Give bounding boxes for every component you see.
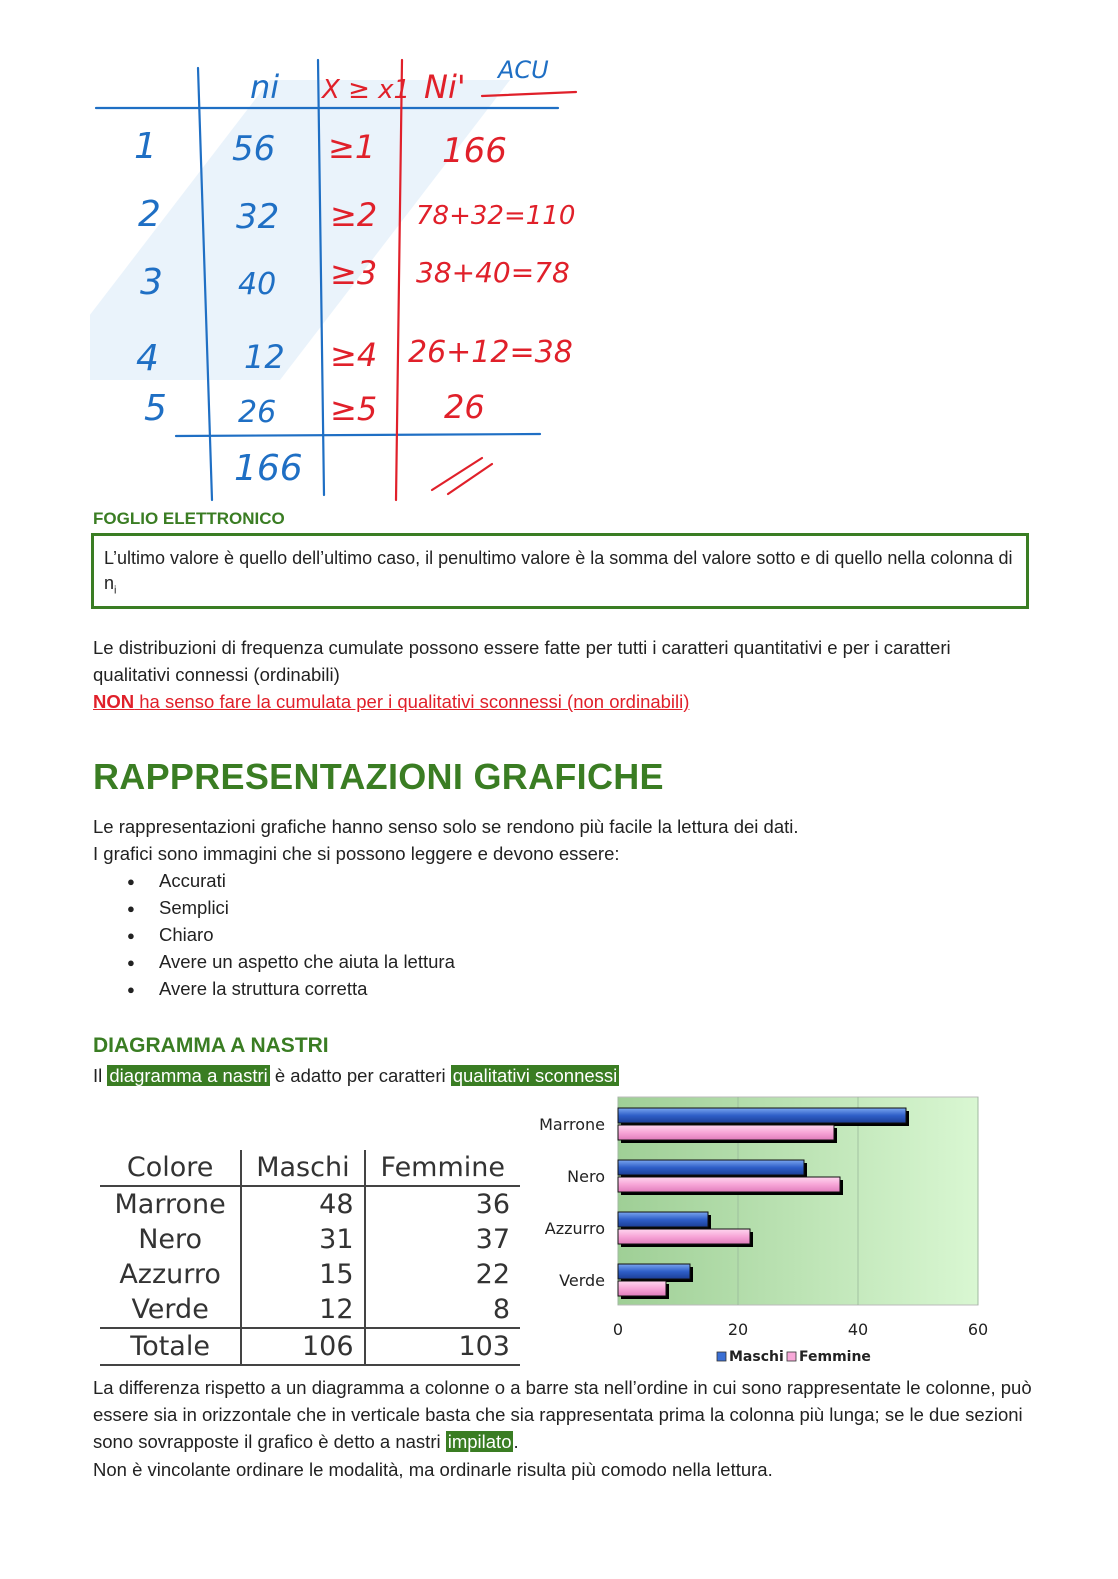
list-item: ● Avere un aspetto che aiuta la lettura [93, 948, 455, 975]
legend-label: Femmine [799, 1349, 871, 1365]
hw-ni-value: 26 [238, 395, 277, 430]
colore-table [100, 1150, 520, 1366]
hw-Ni-value: 38+40=78 [416, 256, 570, 289]
foglio-label: FOGLIO ELETTRONICO [93, 509, 285, 528]
hw-x-value: 1 [134, 126, 157, 167]
table-cell: 48 [241, 1186, 364, 1222]
hw-x-value: 4 [136, 338, 159, 379]
highlight-qualitativi: qualitativi sconnessi [452, 1065, 618, 1086]
category-label: Azzurro [544, 1219, 605, 1238]
bar-maschi-azzurro [618, 1212, 708, 1227]
category-label: Marrone [539, 1115, 605, 1134]
hw-cond-value: ≥2 [330, 196, 378, 234]
table-cell: 8 [492, 1294, 510, 1325]
legend-swatch [787, 1352, 796, 1361]
category-labels [539, 1115, 605, 1290]
diagram-intro [93, 1062, 619, 1089]
hw-row [144, 388, 485, 430]
table-cell: 36 [475, 1189, 510, 1220]
page-title: RAPPRESENTAZIONI GRAFICHE [93, 756, 664, 797]
category-label: Nero [567, 1167, 605, 1186]
tick-label: 60 [967, 1320, 989, 1339]
tick-label: 0 [612, 1320, 624, 1339]
tick-label: 20 [727, 1320, 749, 1339]
bar-maschi-verde [618, 1264, 690, 1279]
table-cell: 106 [241, 1328, 364, 1365]
category-label: Verde [559, 1271, 605, 1290]
hw-header-ni: ni [250, 68, 280, 106]
tick-labels [613, 1320, 988, 1339]
highlight-impilato: impilato [447, 1431, 512, 1452]
difference-end: . [513, 1431, 519, 1452]
hw-x-value: 2 [138, 194, 161, 235]
table-header: Femmine [365, 1150, 520, 1186]
table-row [100, 1292, 520, 1328]
table-header-row [100, 1150, 520, 1186]
table-header: Maschi [241, 1150, 364, 1186]
hw-cond-value: ≥4 [330, 336, 378, 374]
table-cell: Verde [100, 1292, 241, 1328]
hw-total: 166 [234, 448, 303, 489]
legend [717, 1349, 871, 1365]
foglio-note-box [91, 533, 1029, 609]
list-item: ● Chiaro [93, 921, 455, 948]
hw-x-value: 5 [144, 388, 167, 429]
bar-femmine-marrone [618, 1125, 834, 1140]
hw-header-Ni: Ni' [424, 68, 466, 106]
table-header: Colore [100, 1150, 241, 1186]
table-row [100, 1186, 520, 1222]
intro-text: Il [93, 1065, 108, 1086]
hw-ni-value: 40 [238, 267, 277, 302]
hw-Ni-value: 26+12=38 [408, 335, 573, 370]
intro-text: è adatto per caratteri [269, 1065, 451, 1086]
ribbon-bar-chart [525, 1088, 1005, 1378]
foglio-note-text: L’ultimo valore è quello dell’ultimo caso, il penultimo valore è la somma del valore sotto e di quello nella colonna di n [104, 548, 1013, 593]
table-cell: Marrone [100, 1186, 241, 1222]
hw-header-condition: X ≥ x1 [322, 75, 411, 105]
intro-paragraph-2: I grafici sono immagini che si possono leggere e devono essere: [93, 843, 620, 864]
intro-paragraph: Le rappresentazioni grafiche hanno senso solo se rendono più facile la lettura dei dati. [93, 816, 799, 837]
table-total-row [100, 1328, 520, 1365]
table-cell: 103 [365, 1328, 520, 1365]
difference-text: La differenza rispetto a un diagramma a colonne o a barre sta nell’ordine in cui sono rappresentate le colonne, può essere sia in orizzontale che in verticale basta che sia rappresentata prima la colonna più lunga; se le due sezioni sono sovrapposte il grafico è detto a nastri [93, 1377, 1032, 1452]
hw-ni-value: 32 [236, 197, 280, 237]
table-row [100, 1257, 520, 1292]
list-item: ● Accurati [93, 867, 455, 894]
table-cell: Totale [100, 1328, 241, 1365]
table-cell: 15 [241, 1257, 364, 1292]
subsection-title: DIAGRAMMA A NASTRI [93, 1034, 329, 1057]
foglio-note-subscript: i [114, 584, 117, 597]
list-item: ● Semplici [93, 894, 455, 921]
table-cell: 12 [241, 1292, 364, 1328]
hw-Ni-value: 26 [444, 388, 485, 426]
warning-rest: ha senso fare la cumulata per i qualitativi sconnessi (non ordinabili) [134, 691, 690, 712]
hw-header-extra: ACU [498, 56, 549, 84]
legend-label: Maschi [729, 1349, 784, 1365]
bar-femmine-nero [618, 1177, 840, 1192]
hw-cond-value: ≥3 [330, 254, 378, 292]
ordering-paragraph: Non è vincolante ordinare le modalità, ma ordinarle risulta più comodo nella lettura. [93, 1459, 773, 1480]
table-cell: 22 [475, 1259, 510, 1290]
hw-cond-value: ≥1 [328, 128, 376, 166]
hw-Ni-value: 166 [442, 131, 507, 171]
legend-swatch [717, 1352, 726, 1361]
bar-maschi-nero [618, 1160, 804, 1175]
handwritten-cumulative-table [90, 50, 590, 505]
highlight-diagramma: diagramma a nastri [109, 1065, 268, 1086]
list-item: ● Avere la struttura corretta [93, 975, 455, 1002]
hw-ni-value: 56 [232, 129, 276, 169]
difference-paragraph [93, 1374, 1033, 1455]
bar-maschi-marrone [618, 1108, 906, 1123]
warning-bold: NON [93, 691, 135, 712]
hw-cond-value: ≥5 [330, 390, 378, 428]
hw-Ni-value: 78+32=110 [416, 201, 576, 231]
table-cell: Azzurro [100, 1257, 241, 1292]
tick-label: 40 [847, 1320, 869, 1339]
table-row [100, 1222, 520, 1257]
table-cell: 31 [241, 1222, 364, 1257]
bar-femmine-azzurro [618, 1229, 750, 1244]
table-cell: Nero [100, 1222, 241, 1257]
warning-line [93, 688, 1028, 715]
hw-x-value: 3 [140, 262, 163, 303]
cumulate-paragraph: Le distribuzioni di frequenza cumulate possono essere fatte per tutti i caratteri quantitativi e per i caratteri qualitativi connessi (ordinabili) [93, 637, 951, 685]
bar-femmine-verde [618, 1281, 666, 1296]
table-cell: 37 [475, 1224, 510, 1255]
requirements-list [93, 867, 455, 1002]
hw-ni-value: 12 [244, 338, 285, 376]
